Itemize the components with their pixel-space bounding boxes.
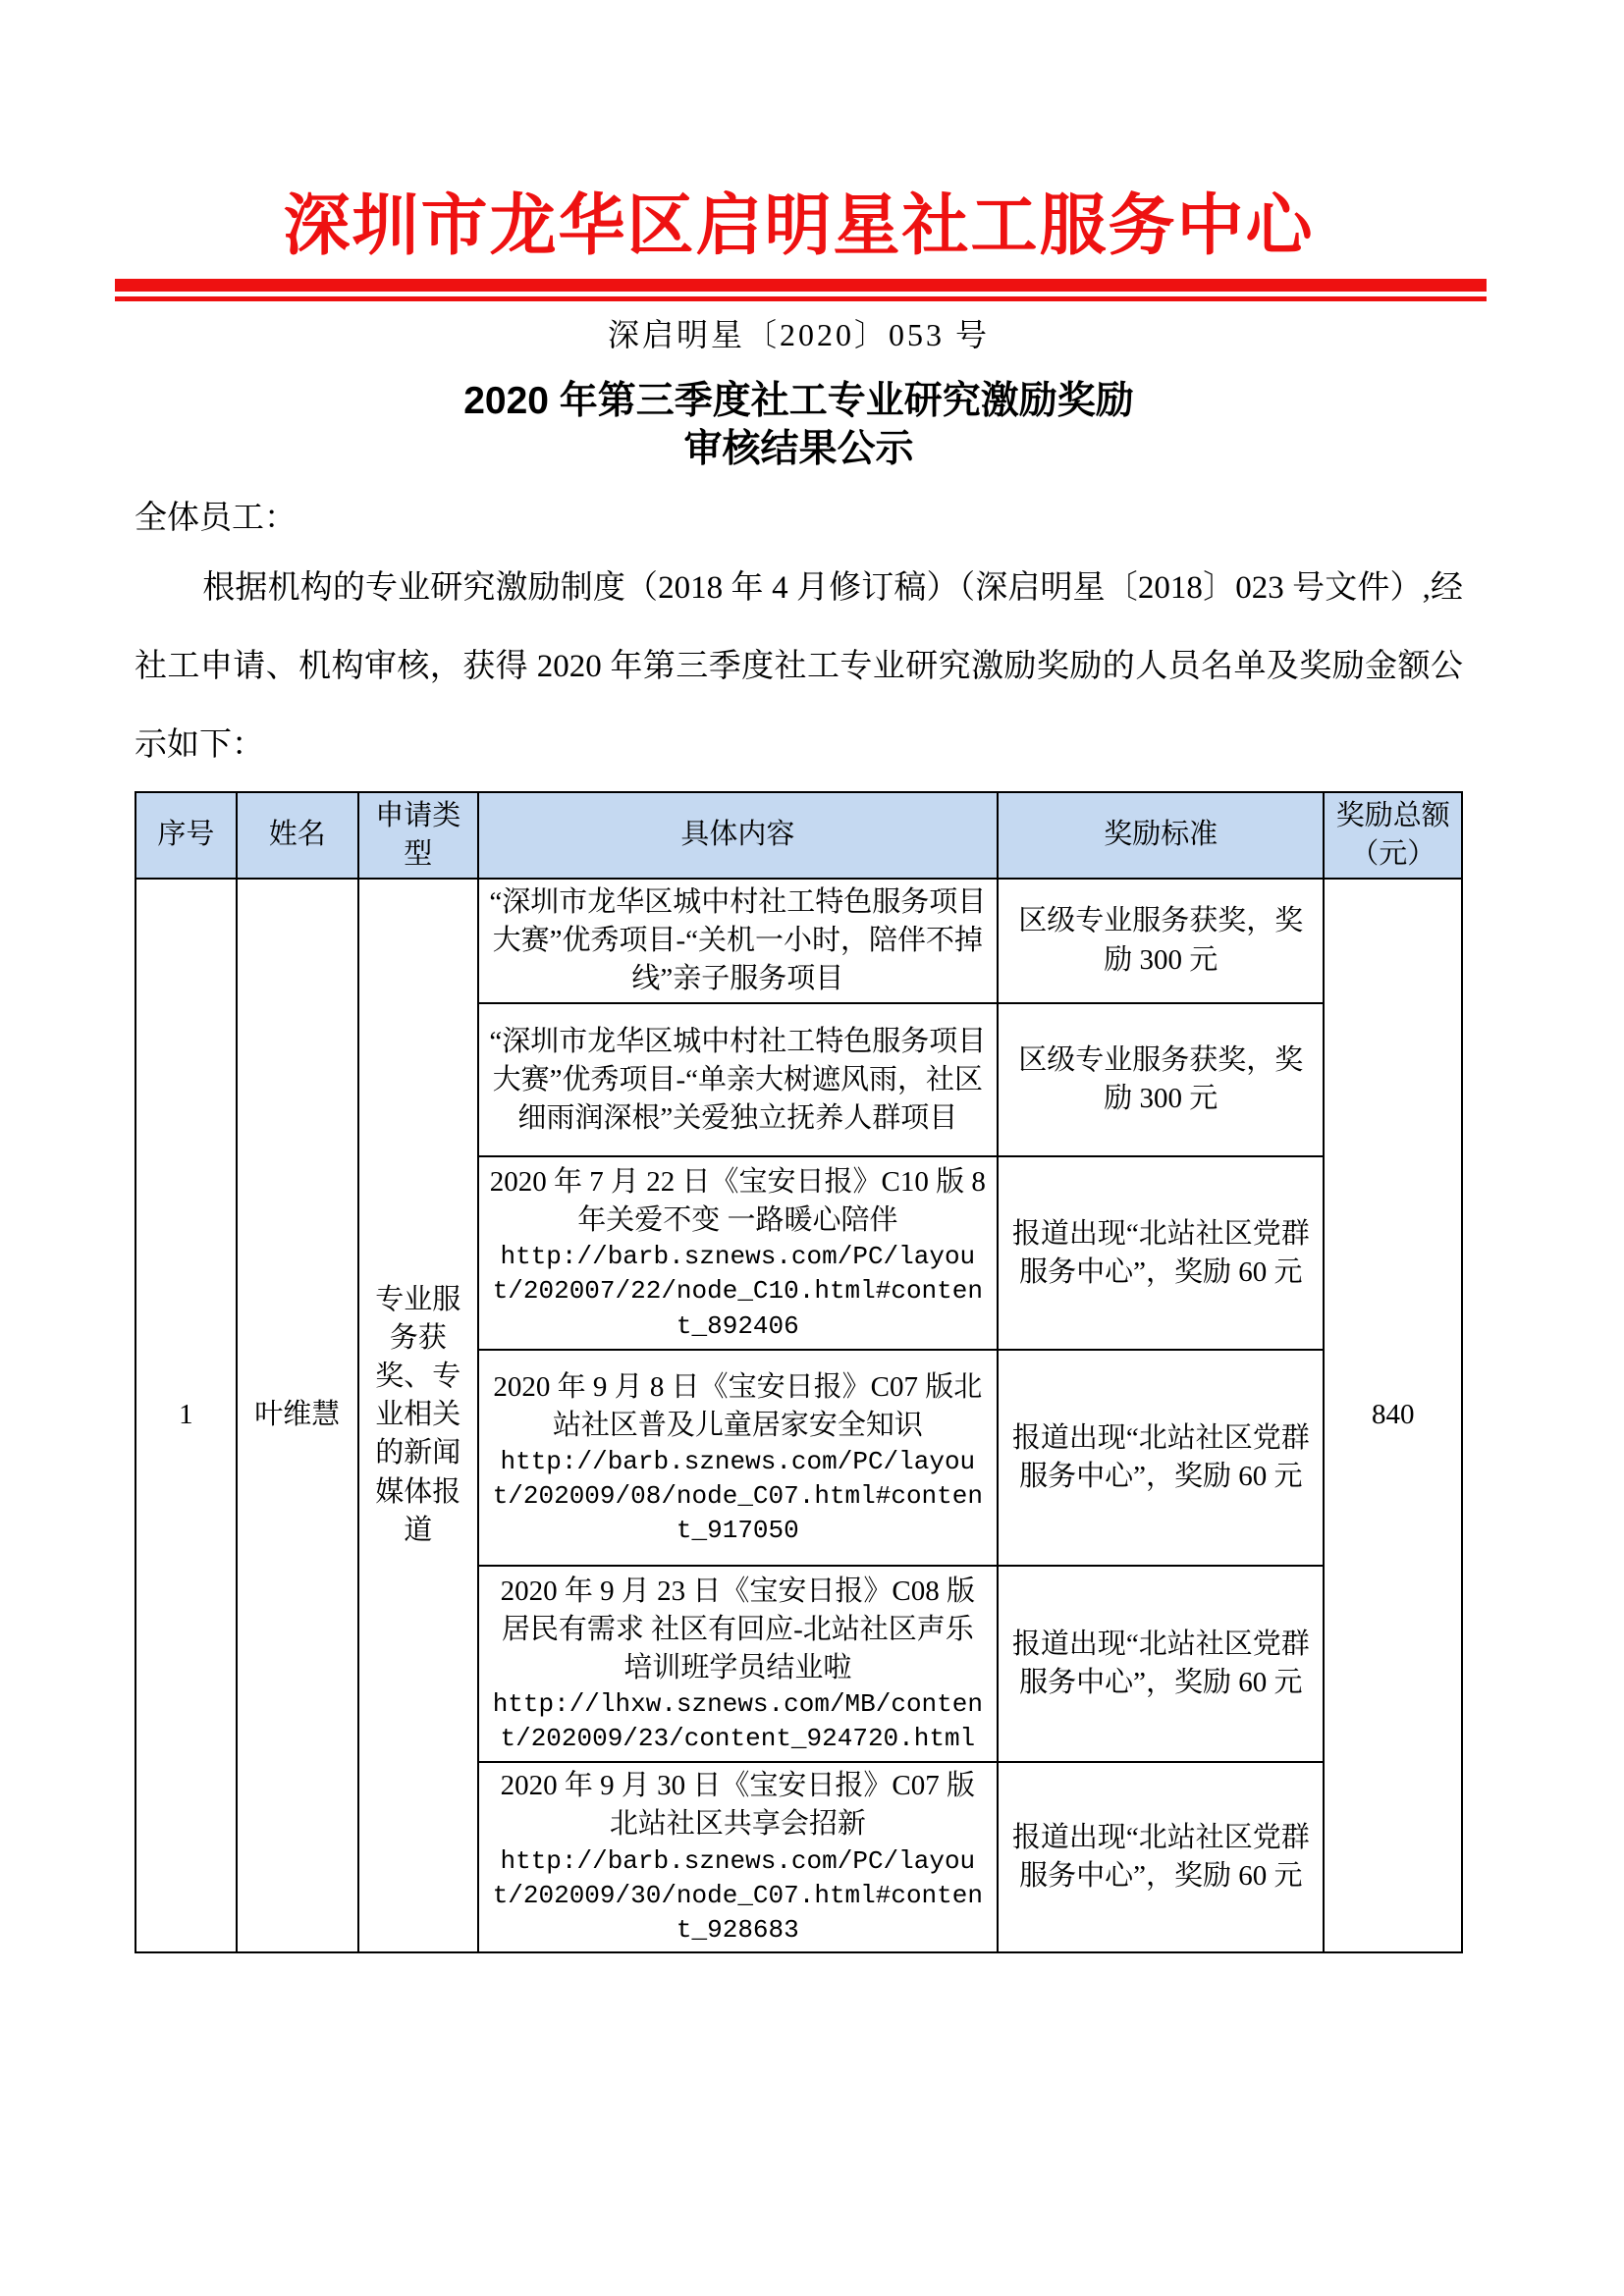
url-text: http://barb.sznews.com/PC/layout/202007/22/node_C10.html#content_892406 — [492, 1242, 983, 1341]
total-cell: 840 — [1324, 879, 1462, 1952]
col-header-standard: 奖励标准 — [998, 792, 1324, 879]
standard-cell: 报道出现“北站社区党群服务中心”，奖励 60 元 — [998, 1566, 1324, 1762]
apply-type-cell: 专业服务获奖、专业相关的新闻媒体报道 — [358, 879, 478, 1952]
doc-number: 深启明星〔2020〕053 号 — [607, 316, 990, 352]
col-header-total: 奖励总额（元） — [1324, 792, 1462, 879]
content-cell — [478, 1762, 999, 1952]
content-cell — [478, 1350, 999, 1566]
serial-cell: 1 — [135, 879, 237, 1952]
content-cell — [478, 1003, 999, 1156]
content-cell — [478, 879, 999, 1003]
content-text: 2020 年 9 月 30 日《宝安日报》C07 版北站社区共享会招新 — [500, 1770, 975, 1841]
notice-title — [135, 377, 1463, 475]
name-cell: 叶维慧 — [237, 879, 358, 1952]
col-header-name: 姓名 — [237, 792, 358, 879]
content-text: “深圳市龙华区城中村社工特色服务项目大赛”优秀项目-“关机一小时，陪伴不掉线”亲子服务项目 — [489, 885, 987, 995]
header-rule-thick — [115, 279, 1487, 292]
standard-cell: 区级专业服务获奖，奖励 300 元 — [998, 879, 1324, 1003]
standard-cell: 报道出现“北站社区党群服务中心”，奖励 60 元 — [998, 1156, 1324, 1350]
content-text: 2020 年 7 月 22 日《宝安日报》C10 版 8 年关爱不变 一路暖心陪伴 — [489, 1166, 986, 1237]
col-header-content: 具体内容 — [478, 792, 999, 879]
notice-title-line1: 2020 年第三季度社工专业研究激励奖励 — [463, 379, 1134, 422]
url-text: http://lhxw.sznews.com/MB/content/202009/23/content_924720.html — [492, 1688, 983, 1754]
content-text: “深圳市龙华区城中村社工特色服务项目大赛”优秀项目-“单亲大树遮风雨，社区细雨润深根”关爱独立抚养人群项目 — [489, 1025, 987, 1134]
notice-title-line2: 审核结果公示 — [683, 428, 914, 471]
salutation: 全体员工： — [135, 501, 297, 537]
url-text: http://barb.sznews.com/PC/layout/202009/08/node_C07.html#content_917050 — [492, 1446, 983, 1546]
url-text: http://barb.sznews.com/PC/layout/202009/30/node_C07.html#content_928683 — [492, 1845, 983, 1945]
col-header-serial: 序号 — [135, 792, 237, 879]
org-title: 深圳市龙华区启明星社工服务中心 — [283, 188, 1315, 263]
standard-cell: 报道出现“北站社区党群服务中心”，奖励 60 元 — [998, 1350, 1324, 1566]
table-header-row — [135, 792, 1462, 879]
col-header-type: 申请类型 — [358, 792, 478, 879]
content-cell — [478, 1566, 999, 1762]
body-paragraph: 根据机构的专业研究激励制度（2018 年 4 月修订稿）（深启明星〔2018〕023 号文件）,经社工申请、机构审核，获得 2020 年第三季度社工专业研究激励奖励的人员名单及奖励金额公示如下： — [135, 570, 1463, 763]
content-text: 2020 年 9 月 8 日《宝安日报》C07 版北站社区普及儿童居家安全知识 — [493, 1370, 983, 1441]
standard-cell: 区级专业服务获奖，奖励 300 元 — [998, 1003, 1324, 1156]
content-cell — [478, 1156, 999, 1350]
content-text: 2020 年 9 月 23 日《宝安日报》C08 版居民有需求 社区有回应-北站社区声乐培训班学员结业啦 — [500, 1575, 975, 1683]
table-row — [135, 879, 1462, 1003]
standard-cell: 报道出现“北站社区党群服务中心”，奖励 60 元 — [998, 1762, 1324, 1952]
awards-table — [135, 791, 1463, 1953]
header-rule-thin — [115, 296, 1487, 301]
